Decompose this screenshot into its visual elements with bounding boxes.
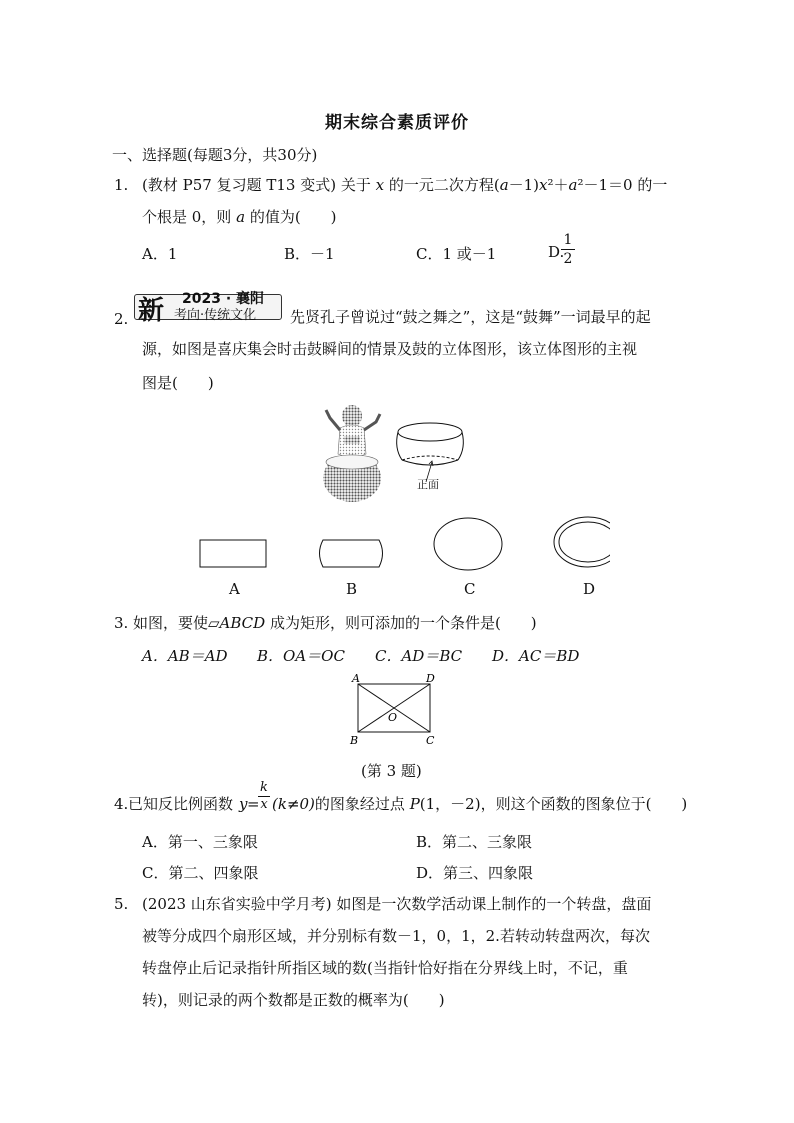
q2-line-2: 源，如图是喜庆集会时击鼓瞬间的情景及鼓的立体图形，该立体图形的主视	[142, 340, 638, 358]
q2-shape-d[interactable]	[554, 517, 610, 567]
q5-line-2: 被等分成四个扇形区域，并分别标有数－1，0，1，2.若转动转盘两次，每次	[142, 927, 650, 945]
badge-subtitle: 考向·传统文化	[174, 308, 257, 323]
q2-shape-a[interactable]	[200, 540, 266, 567]
q3-point-b: B	[350, 734, 359, 747]
q1-line-1: (教材 P57 复习题 T13 变式) 关于 x 的一元二次方程(a－1)x²＋a²－1＝0 的一	[142, 176, 668, 194]
q2-shape-c[interactable]	[434, 518, 502, 570]
q5-line-1: (2023 山东省实验中学月考) 如图是一次数学活动课上制作的一个转盘，盘面	[142, 895, 652, 913]
q1-option-a[interactable]: A．1	[142, 245, 178, 263]
q2-answer-shapes	[190, 512, 610, 576]
drum-illustration	[318, 398, 488, 506]
q2-label-a[interactable]: A	[229, 580, 240, 598]
front-view-label: 正面	[417, 478, 439, 491]
q4-equals: =	[247, 795, 260, 813]
q1-option-c[interactable]: C．1 或－1	[416, 245, 497, 263]
q3-option-b[interactable]: B．OA＝OC	[257, 647, 345, 665]
q2-shape-b[interactable]	[320, 540, 383, 567]
q2-label-d[interactable]: D	[583, 580, 596, 598]
q3-number: 3.	[114, 614, 129, 632]
q3-figure-caption: (第 3 题)	[361, 762, 422, 780]
q5-number: 5.	[114, 895, 129, 913]
q1-number: 1.	[114, 176, 129, 194]
q1-line-2: 个根是 0，则 a 的值为( )	[142, 208, 337, 226]
q4-option-a[interactable]: A．第一、三象限	[142, 833, 258, 851]
q2-number: 2.	[114, 310, 129, 328]
q3-option-c[interactable]: C．AD＝BC	[375, 647, 463, 665]
q2-label-b[interactable]: B	[346, 580, 358, 598]
q4-option-c[interactable]: C．第二、四象限	[142, 864, 259, 882]
q3-option-d[interactable]: D．AC＝BD	[492, 647, 580, 665]
q3-rectangle-figure	[346, 670, 446, 750]
page-title: 期末综合素质评价	[325, 113, 469, 133]
q4-fraction: k x	[258, 781, 270, 812]
q1-option-b[interactable]: B．－1	[284, 245, 335, 263]
badge-year: 2023 · 襄阳	[182, 291, 265, 307]
badge-logo: 新	[138, 296, 165, 326]
q5-line-3: 转盘停止后记录指针所指区域的数(当指针恰好指在分界线上时，不记，重	[142, 959, 628, 977]
q4-option-b[interactable]: B．第二、三象限	[416, 833, 533, 851]
q3-point-o: O	[388, 711, 398, 724]
drum-solid-figure	[397, 423, 464, 482]
q3-point-a: A	[352, 672, 360, 685]
q4-stem-a: 已知反比例函数	[128, 795, 234, 813]
q4-option-d[interactable]: D．第三、四象限	[416, 864, 534, 882]
q3-stem: 如图，要使▱ABCD 成为矩形，则可添加的一个条件是( )	[133, 614, 537, 632]
new-trend-badge	[134, 288, 284, 326]
drummer-figure	[326, 405, 380, 457]
q2-label-c[interactable]: C	[464, 580, 476, 598]
q4-number: 4.	[114, 795, 129, 813]
q2-line-1: 先贤孔子曾说过“鼓之舞之”，这是“鼓舞”一词最早的起	[290, 308, 651, 326]
q5-line-4: 转)，则记录的两个数都是正数的概率为( )	[142, 991, 445, 1009]
q3-point-c: C	[426, 734, 435, 747]
q1-option-d[interactable]: D.	[548, 243, 565, 261]
q4-var-y: y	[239, 795, 248, 813]
q2-line-3: 图是( )	[142, 374, 214, 392]
section-heading: 一、选择题(每题3分，共30分)	[112, 146, 318, 164]
q4-stem-b: (k≠0)的图象经过点 P(1，－2)，则这个函数的图象位于( )	[272, 795, 688, 813]
q3-point-d: D	[426, 672, 435, 685]
q1-option-d-fraction: 1 2	[561, 232, 575, 267]
q3-option-a[interactable]: A．AB＝AD	[142, 647, 228, 665]
